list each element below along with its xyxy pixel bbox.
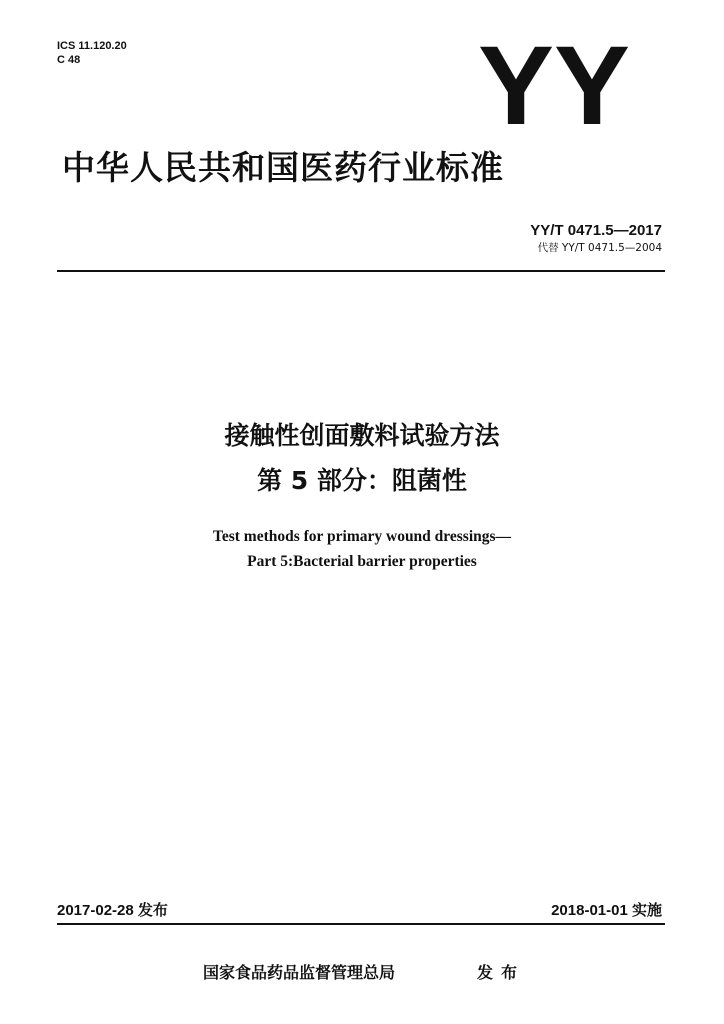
ccs-code: C 48 — [57, 54, 81, 66]
ics-code: ICS 11.120.20 — [57, 40, 127, 52]
standard-number: YY/T 0471.5—2017 — [530, 222, 662, 239]
issue-date: 2017-02-28 发布 — [57, 902, 168, 919]
bottom-divider — [57, 923, 665, 925]
issuing-authority: 国家食品药品监督管理总局 — [203, 963, 396, 982]
english-title-line1: Test methods for primary wound dressings— — [212, 528, 512, 545]
issue-label: 发布 — [477, 963, 526, 982]
chinese-title-line1: 接触性创面敷料试验方法 — [224, 421, 500, 450]
classification-codes — [57, 39, 127, 67]
replaces-standard: 代替 YY/T 0471.5—2004 — [537, 242, 662, 254]
yy-logo-text: YY — [478, 40, 630, 130]
standard-category-title: 中华人民共和国医药行业标准 — [62, 148, 504, 187]
yy-standard-logo — [474, 40, 634, 130]
chinese-title-line2: 第 5 部分：阻菌性 — [257, 466, 467, 495]
implementation-date: 2018-01-01 实施 — [551, 902, 662, 919]
english-title-line2: Part 5:Bacterial barrier properties — [247, 553, 477, 570]
top-divider — [57, 270, 665, 272]
